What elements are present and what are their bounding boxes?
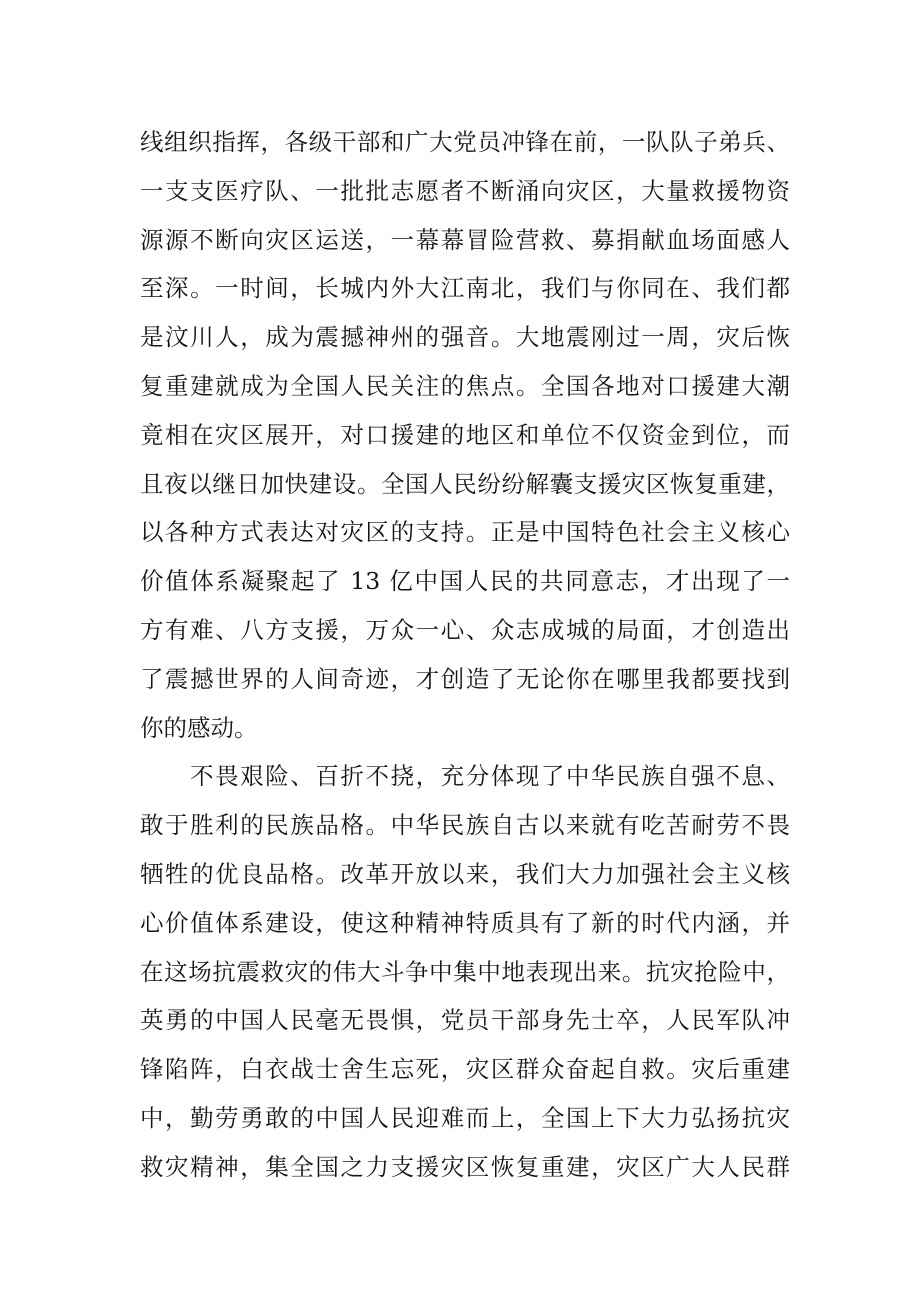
text-line: 竟相在灾区展开，对口援建的地区和单位不仅资金到位，而	[140, 420, 790, 449]
text-line: 一支支医疗队、一批批志愿者不断涌向灾区，大量救援物资	[140, 176, 790, 205]
text-line: 价值体系凝聚起了 13 亿中国人民的共同意志，才出现了一	[140, 567, 790, 596]
text-line: 敢于胜利的民族品格。中华民族自古以来就有吃苦耐劳不畏	[140, 811, 790, 840]
text-line: 你的感动。	[140, 713, 258, 742]
text-line: 救灾精神，集全国之力支援灾区恢复重建，灾区广大人民群	[140, 1152, 790, 1181]
text-line: 牺牲的优良品格。改革开放以来，我们大力加强社会主义核	[140, 859, 790, 888]
text-line: 且夜以继日加快建设。全国人民纷纷解囊支援灾区恢复重建，	[140, 469, 790, 498]
text-line: 英勇的中国人民毫无畏惧，党员干部身先士卒，人民军队冲	[140, 1006, 790, 1035]
document-body	[140, 118, 790, 1192]
text-line: 中，勤劳勇敢的中国人民迎难而上，全国上下大力弘扬抗灾	[140, 1103, 790, 1132]
paragraph-2	[140, 752, 790, 1191]
text-line: 心价值体系建设，使这种精神特质具有了新的时代内涵，并	[140, 908, 790, 937]
text-line: 是汶川人，成为震撼神州的强音。大地震刚过一周，灾后恢	[140, 323, 790, 352]
text-line: 源源不断向灾区运送，一幕幕冒险营救、募捐献血场面感人	[140, 225, 790, 254]
text-line: 至深。一时间，长城内外大江南北，我们与你同在、我们都	[140, 274, 790, 303]
text-line: 了震撼世界的人间奇迹，才创造了无论你在哪里我都要找到	[140, 664, 790, 693]
text-line: 方有难、八方支援，万众一心、众志成城的局面，才创造出	[140, 615, 790, 644]
paragraph-1	[140, 118, 790, 752]
text-line: 以各种方式表达对灾区的支持。正是中国特色社会主义核心	[140, 518, 790, 547]
text-line: 锋陷阵，白衣战士舍生忘死，灾区群众奋起自救。灾后重建	[140, 1055, 790, 1084]
text-line: 线组织指挥，各级干部和广大党员冲锋在前，一队队子弟兵、	[140, 128, 790, 156]
text-line: 复重建就成为全国人民关注的焦点。全国各地对口援建大潮	[140, 371, 790, 400]
text-line: 在这场抗震救灾的伟大斗争中集中地表现出来。抗灾抢险中，	[140, 957, 790, 986]
text-line: 不畏艰险、百折不挠，充分体现了中华民族自强不息、	[190, 762, 790, 791]
